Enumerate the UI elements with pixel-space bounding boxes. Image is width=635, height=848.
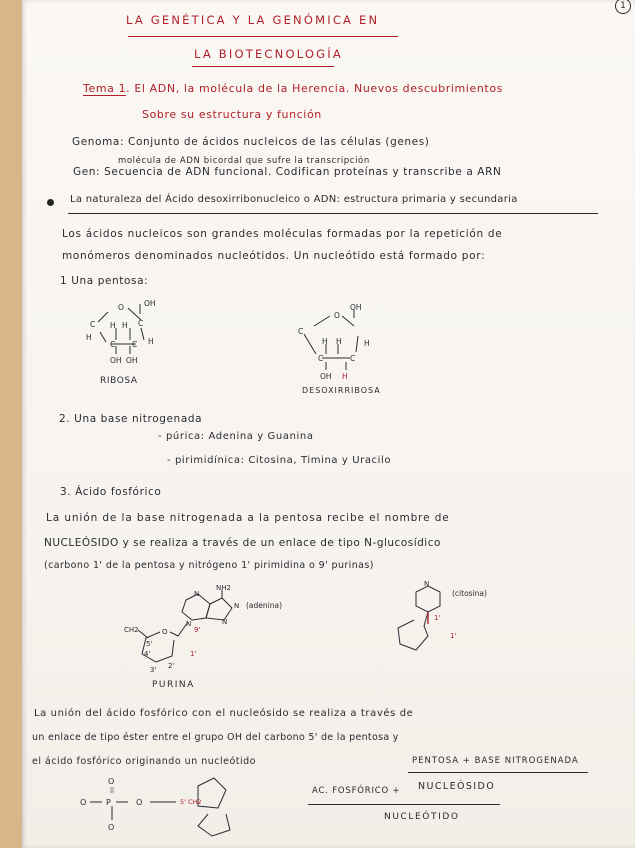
ribosa-structure: [86, 298, 176, 368]
phosphate-atom-o-top: O: [108, 777, 115, 786]
phosphate-double-bond: ||: [110, 787, 115, 794]
tema-text-1: . El ADN, la molécula de la Herencia. Nuevos descubrimientos: [126, 82, 503, 95]
purina-base-name: (adenina): [246, 601, 283, 610]
ribosa-atom-h2: H: [122, 321, 128, 330]
purina-atom-ch2: CH2: [124, 626, 139, 634]
title-underline-1: [128, 36, 398, 37]
ribosa-atom-oh: OH: [144, 299, 156, 308]
gen-note: molécula de ADN bicordal que sufre la transcripción: [118, 156, 370, 166]
desoxirribosa-label: DESOXIRRIBOSA: [302, 386, 381, 395]
purina-atom-n2: N: [234, 602, 240, 610]
notebook-page: [22, 0, 635, 848]
nucleosido-line-1: La unión de la base nitrogenada a la pentosa recibe el nombre de: [46, 512, 450, 524]
intro-line-2: monómeros denominados nucleótidos. Un nucleótido está formado por:: [62, 250, 486, 262]
purina-atom-nh2: NH2: [216, 584, 231, 592]
gen-definition: Gen: Secuencia de ADN funcional. Codifican proteínas y transcribe a ARN: [73, 166, 502, 178]
ribosa-atom-h1: H: [110, 321, 116, 330]
desoxi-atom-h1: H: [322, 337, 328, 346]
desoxi-atom-c1: C: [298, 327, 304, 336]
phosphate-atom-o-left: O: [80, 798, 87, 807]
intro-line-1: Los ácidos nucleicos son grandes moléculas formadas por la repetición de: [62, 228, 503, 240]
citosina-atom-1p-a: 1': [434, 614, 441, 622]
section-bullet: [47, 199, 54, 206]
desoxi-atom-h4: H: [342, 372, 348, 381]
desoxirribosa-structure: [294, 304, 384, 384]
title-line-2: LA BIOTECNOLOGÍA: [194, 47, 343, 61]
ribosa-atom-c3: C: [110, 340, 116, 349]
nucleotido-line-3: el ácido fosfórico originando un nucleótido: [32, 756, 256, 767]
item-3-fosforico: 3. Ácido fosfórico: [60, 486, 162, 498]
citosina-atom-n: N: [424, 580, 430, 588]
purina-atom-5p: 5': [146, 640, 153, 648]
purina-diagram: [98, 584, 283, 676]
ribosa-atom-c1: C: [90, 320, 96, 329]
purina-atom-2p: 2': [168, 662, 175, 670]
nucleotido-line-1: La unión del ácido fosfórico con el nucleósido se realiza a través de: [34, 708, 414, 719]
equation-top: PENTOSA + BASE NITROGENADA: [412, 756, 579, 766]
desoxi-atom-o: O: [334, 311, 340, 320]
item-1-pentosa: 1 Una pentosa:: [60, 275, 149, 287]
genoma-definition: Genoma: Conjunto de ácidos nucleicos de las células (genes): [72, 136, 430, 148]
ribosa-label: RIBOSA: [100, 376, 138, 386]
desoxi-atom-h3: H: [364, 339, 370, 348]
tema-label: Tema 1: [83, 82, 127, 95]
purina-atom-n4: N: [186, 620, 192, 628]
ribosa-atom-c4: C: [132, 340, 138, 349]
ribosa-atom-o: O: [118, 303, 124, 312]
phosphate-atom-ch2: 5' CH2: [180, 798, 202, 806]
citosina-diagram: [378, 580, 488, 660]
desoxi-atom-oh: OH: [350, 303, 362, 312]
section-heading-underline: [68, 213, 598, 214]
equation-left: AC. FOSFÓRICO +: [312, 786, 401, 796]
ribosa-atom-h3: H: [86, 333, 92, 342]
section-heading: La naturaleza del Ácido desoxirribonucleico o ADN: estructura primaria y secundaria: [70, 194, 518, 205]
phosphate-atom-o-bottom: O: [108, 823, 115, 832]
equation-top-bracket: [408, 772, 588, 773]
purina-atom-n3: N: [222, 618, 228, 626]
purina-atom-o: O: [162, 628, 168, 636]
ribosa-atom-c2: C: [138, 319, 144, 328]
title-line-1: LA GENÉTICA Y LA GENÓMICA EN: [126, 13, 380, 27]
purina-atom-9p: 9': [194, 626, 201, 634]
phosphate-atom-o-right: O: [136, 798, 143, 807]
equation-middle: NUCLEÓSIDO: [418, 781, 496, 792]
nucleosido-line-2: NUCLEÓSIDO y se realiza a través de un enlace de tipo N-glucosídico: [44, 537, 441, 549]
citosina-atom-1p-b: 1': [450, 632, 457, 640]
desoxi-atom-oh1: OH: [320, 372, 332, 381]
item-2-base: 2. Una base nitrogenada: [59, 413, 203, 425]
ribosa-atom-oh2: OH: [126, 356, 138, 365]
purina-atom-3p: 3': [150, 666, 157, 674]
phosphate-atom-p: P: [106, 798, 111, 807]
tema-text-2: Sobre su estructura y función: [142, 108, 322, 121]
citosina-base-name: (citosina): [452, 589, 487, 598]
purica-line: - púrica: Adenina y Guanina: [158, 431, 314, 442]
desoxi-atom-h2: H: [336, 337, 342, 346]
ribosa-atom-h4: H: [148, 337, 154, 346]
purina-atom-1p: 1': [190, 650, 197, 658]
nucleosido-line-3: (carbono 1' de la pentosa y nitrógeno 1' pirimidina o 9' purinas): [44, 560, 374, 571]
title-underline-2: [192, 66, 334, 67]
ribosa-atom-oh1: OH: [110, 356, 122, 365]
desoxi-atom-c2: C: [318, 354, 324, 363]
purina-atom-4p: 4': [144, 650, 151, 658]
tema-line: [83, 82, 503, 95]
desoxi-atom-c3: C: [350, 354, 356, 363]
equation-fraction-line: [308, 804, 500, 805]
page-number: [615, 0, 631, 14]
nucleotido-line-2: un enlace de tipo éster entre el grupo OH del carbono 5' de la pentosa y: [32, 732, 399, 743]
purina-atom-n1: N: [194, 590, 200, 598]
phosphate-diagram: [80, 770, 280, 840]
purina-label: PURINA: [152, 680, 195, 690]
equation-result: NUCLEÓTIDO: [384, 812, 460, 822]
page-number-text: 1: [620, 1, 626, 11]
pirimidinica-line: - pirimidínica: Citosina, Timina y Uracilo: [167, 455, 392, 466]
